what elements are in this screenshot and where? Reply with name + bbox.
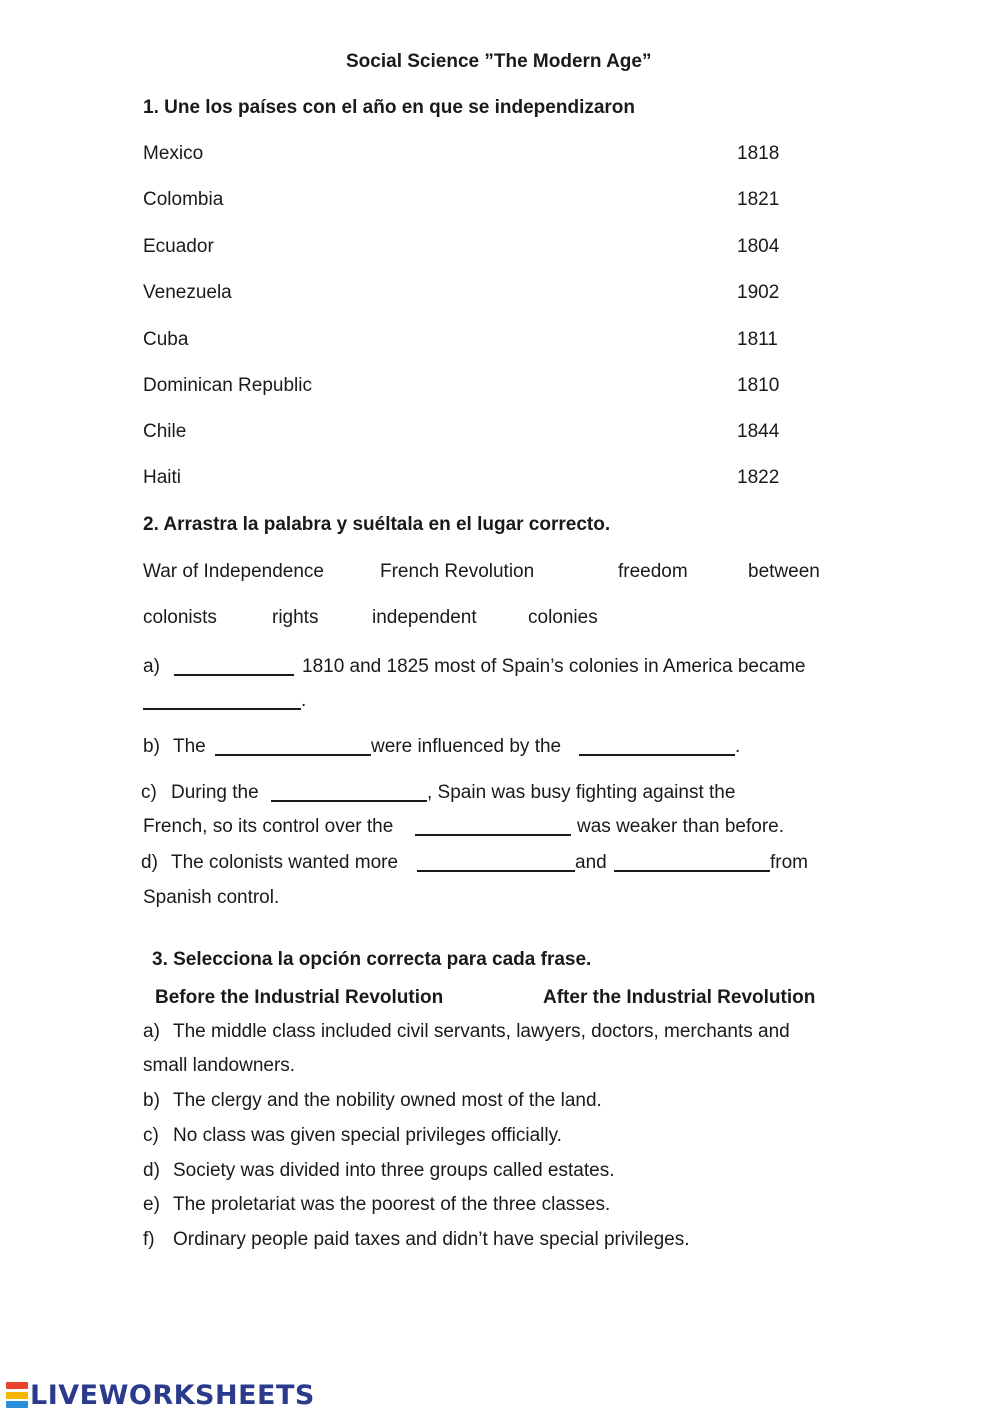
page-title: Social Science ”The Modern Age” <box>346 51 652 72</box>
sentence-c-pre: During the <box>171 782 259 803</box>
year-item[interactable]: 1844 <box>737 421 780 442</box>
statement-text[interactable]: Ordinary people paid taxes and didn’t have special privileges. <box>173 1229 690 1250</box>
option-after[interactable]: After the Industrial Revolution <box>543 987 816 1008</box>
word-bank-item[interactable]: War of Independence <box>143 561 324 582</box>
statement-text[interactable]: The middle class included civil servants, lawyers, doctors, merchants and <box>173 1021 790 1042</box>
sentence-c-line2-pre: French, so its control over the <box>143 816 394 837</box>
statement-text[interactable]: The proletariat was the poorest of the three classes. <box>173 1194 611 1215</box>
word-bank-item[interactable]: colonists <box>143 607 217 628</box>
sentence-d-label: d) <box>141 852 158 873</box>
section3-heading: 3. Selecciona la opción correcta para cada frase. <box>152 949 592 970</box>
sentence-d-and: and <box>575 852 607 873</box>
statement-label: b) <box>143 1090 160 1111</box>
logo-mark-icon <box>6 1382 28 1408</box>
year-item[interactable]: 1810 <box>737 375 780 396</box>
year-item[interactable]: 1902 <box>737 282 780 303</box>
sentence-c-line2-post: was weaker than before. <box>577 816 785 837</box>
country-item[interactable]: Mexico <box>143 143 204 164</box>
blank-b1[interactable] <box>215 736 371 762</box>
sentence-b-label: b) <box>143 736 160 757</box>
statement-label: d) <box>143 1160 160 1181</box>
logo-bar-red <box>6 1382 28 1389</box>
country-item[interactable]: Venezuela <box>143 282 232 303</box>
sentence-a-text: 1810 and 1825 most of Spain’s colonies in America became <box>302 656 806 677</box>
statement-text[interactable]: The clergy and the nobility owned most of the land. <box>173 1090 602 1111</box>
option-before[interactable]: Before the Industrial Revolution <box>155 987 444 1008</box>
statement-label: a) <box>143 1021 160 1042</box>
sentence-c-label: c) <box>141 782 157 803</box>
year-item[interactable]: 1822 <box>737 467 780 488</box>
sentence-d-line2: Spanish control. <box>143 887 280 908</box>
blank-a2[interactable] <box>143 690 301 716</box>
country-item[interactable]: Ecuador <box>143 236 214 257</box>
country-item[interactable]: Haiti <box>143 467 182 488</box>
word-bank-item[interactable]: rights <box>272 607 319 628</box>
statement-text[interactable]: small landowners. <box>143 1055 296 1076</box>
statement-label: f) <box>143 1229 155 1250</box>
sentence-b-end: . <box>735 736 741 757</box>
section2-heading: 2. Arrastra la palabra y suéltala en el lugar correcto. <box>143 514 611 535</box>
logo-bar-blue <box>6 1401 28 1408</box>
blank-a1[interactable] <box>174 656 294 682</box>
year-item[interactable]: 1811 <box>737 329 778 350</box>
blank-b2[interactable] <box>579 736 735 762</box>
word-bank-item[interactable]: colonies <box>528 607 598 628</box>
word-bank-item[interactable]: freedom <box>618 561 688 582</box>
statement-text[interactable]: Society was divided into three groups called estates. <box>173 1160 615 1181</box>
year-item[interactable]: 1821 <box>737 189 780 210</box>
liveworksheets-logo <box>6 1380 315 1410</box>
country-item[interactable]: Chile <box>143 421 187 442</box>
word-bank-item[interactable]: French Revolution <box>380 561 535 582</box>
statement-label: e) <box>143 1194 160 1215</box>
logo-text: LIVEWORKSHEETS <box>30 1379 315 1411</box>
section1-heading: 1. Une los países con el año en que se independizaron <box>143 97 636 118</box>
statement-text[interactable]: No class was given special privileges officially. <box>173 1125 562 1146</box>
sentence-b-pre: The <box>173 736 206 757</box>
sentence-d-pre: The colonists wanted more <box>171 852 399 873</box>
blank-c2[interactable] <box>415 816 571 842</box>
sentence-a-label: a) <box>143 656 160 677</box>
sentence-b-mid: were influenced by the <box>371 736 562 757</box>
country-item[interactable]: Colombia <box>143 189 224 210</box>
word-bank-item[interactable]: between <box>748 561 820 582</box>
sentence-a-end: . <box>301 690 307 711</box>
sentence-c-post: , Spain was busy fighting against the <box>427 782 736 803</box>
logo-bar-yellow <box>6 1392 28 1399</box>
blank-c1[interactable] <box>271 782 427 808</box>
country-item[interactable]: Cuba <box>143 329 189 350</box>
blank-d1[interactable] <box>417 852 575 878</box>
statement-label: c) <box>143 1125 159 1146</box>
blank-d2[interactable] <box>614 852 770 878</box>
sentence-d-from: from <box>770 852 808 873</box>
word-bank-item[interactable]: independent <box>372 607 477 628</box>
year-item[interactable]: 1804 <box>737 236 780 257</box>
country-item[interactable]: Dominican Republic <box>143 375 312 396</box>
year-item[interactable]: 1818 <box>737 143 780 164</box>
